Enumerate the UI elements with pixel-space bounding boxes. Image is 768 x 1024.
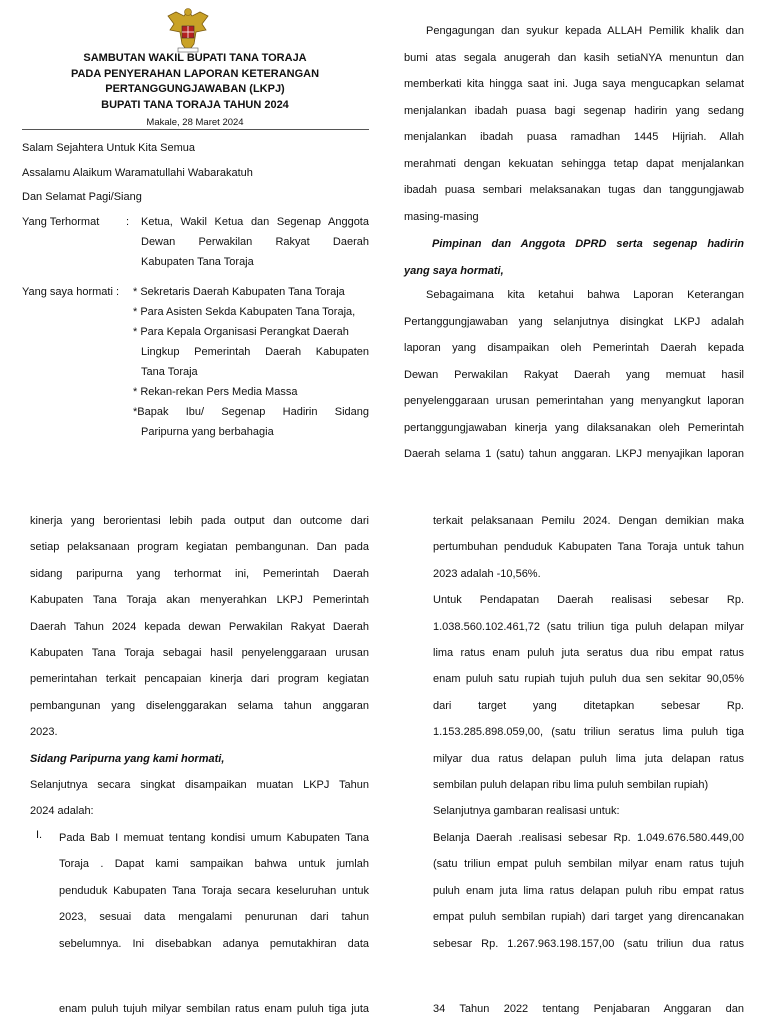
paragraph-line: sembilan puluh delapan ribu lima puluh sembilan rupiah): [433, 779, 709, 792]
list-item-line: Pada Bab I memuat tentang kondisi umum Kabupaten Tana: [59, 832, 369, 844]
paragraph-line: pemerintahan terkait pencapaian kinerja dari program kegiatan: [30, 673, 369, 686]
paragraph-line: masing-masing: [404, 210, 479, 223]
page2-right-paragraph: [433, 508, 744, 957]
paragraph-line: merahmati dengan kekuatan sehingga tetap dapat menjalankan: [404, 157, 744, 170]
paragraph-line: ibadah puasa sembari melaksanakan tugas dan tanggungjawab: [404, 184, 744, 196]
hormati-line: * Para Kepala Organisasi Perangkat Daerah: [133, 326, 349, 338]
hormati-line: * Rekan-rekan Pers Media Massa: [133, 386, 298, 398]
paragraph-line: Pengagungan dan syukur kepada ALLAH Pemilik khalik dan: [426, 25, 744, 37]
paragraph-line: empat puluh sembilan rupiah) dari target yang direncanakan: [433, 911, 744, 924]
paragraph-line: Selanjutnya gambaran realisasi untuk:: [433, 805, 620, 818]
paragraph-line: 1.038.560.102.461,72 (satu triliun tiga puluh delapan milyar: [433, 620, 744, 633]
paragraph-line: terkait pelaksanaan Pemilu 2024. Dengan demikian maka: [433, 515, 744, 527]
terhormat-line: Dewan Perwakilan Rakyat Daerah: [141, 236, 369, 248]
opening-paragraph: [404, 18, 744, 230]
paragraph-line: Selanjutnya secara singkat disampaikan muatan LKPJ Tahun: [30, 779, 369, 792]
greeting-selamat: Dan Selamat Pagi/Siang: [22, 191, 142, 203]
paragraph-line: 2024 adalah:: [30, 805, 94, 818]
paragraph-line: Kabupaten Tana Toraja akan menyerahkan LKPJ Pemerintah: [30, 594, 369, 607]
title-line: SAMBUTAN WAKIL BUPATI TANA TORAJA: [83, 52, 307, 64]
paragraph-line: kinerja yang berorientasi lebih pada output dan outcome dari: [30, 515, 369, 527]
paragraph-line: (satu triliun empat puluh sembilan milyar enam ratus tujuh: [433, 858, 744, 871]
paragraph-line: setiap pelaksanaan program kegiatan pembangunan. Dan pada: [30, 541, 369, 554]
list-item-line: sebelumnya. Ini disebabkan adanya pemutakhiran data: [59, 937, 369, 950]
paragraph-line: pertumbuhan penduduk Kabupaten Tana Toraja untuk tahun: [433, 541, 744, 554]
paragraph-line: puluh enam juta lima ratus delapan puluh ribu empat ratus: [433, 884, 744, 897]
paragraph-line: menjalankan ibadah puasa bagi segenap hadirin yang sedang: [404, 104, 744, 117]
paragraph-line: milyar dua ratus delapan puluh lima juta delapan ratus: [433, 752, 744, 765]
greeting-salam: Salam Sejahtera Untuk Kita Semua: [22, 142, 196, 154]
paragraph-line: pembangunan yang diselenggarakan selama tahun anggaran: [30, 699, 369, 712]
paragraph-line: Untuk Pendapatan Daerah realisasi sebesar Rp.: [433, 594, 744, 607]
hormati-line: Tana Toraja: [141, 366, 198, 378]
paragraph-line: Belanja Daerah .realisasi sebesar Rp. 1.049.676.580.449,00: [433, 831, 744, 844]
hormati-line: Paripurna yang berbahagia: [141, 426, 274, 438]
paragraph-line: 2023.: [30, 726, 58, 739]
hormati-list: [133, 282, 369, 442]
paragraph-line: 2023 adalah -10,56%.: [433, 567, 541, 580]
list-item-line: 2023, sesuai data mengalami penurunan dari tahun: [59, 911, 369, 924]
hormati-line: * Sekretaris Daerah Kabupaten Tana Toraja: [133, 286, 345, 298]
terhormat-line: Kabupaten Tana Toraja: [141, 256, 254, 268]
paragraph-line: Pertanggungjawaban yang selanjutnya disingkat LKPJ adalah: [404, 315, 744, 328]
paragraph-line: laporan yang disampaikan oleh Pemerintah Daerah kepada: [404, 342, 744, 354]
paragraph-line: enam puluh satu rupiah tujuh puluh dua sen sekitar 90,05%: [433, 673, 744, 686]
paragraph-line: sebesar Rp. 1.267.963.198.157,00 (satu triliun dua ratus: [433, 937, 744, 950]
paragraph-line: 1.153.285.898.059,00, (satu triliun seratus lima puluh tiga: [433, 726, 744, 739]
hormati-line: * Para Asisten Sekda Kabupaten Tana Toraja,: [133, 306, 356, 318]
terhormat-colon: :: [126, 216, 130, 228]
paragraph-line: penyelenggaraan urusan pemerintahan yang menyangkut laporan: [404, 395, 744, 407]
page3-left-line: enam puluh tujuh milyar sembilan ratus enam puluh tiga juta: [59, 1003, 369, 1015]
document-date: Makale, 28 Maret 2024: [146, 117, 244, 128]
paragraph-line: Daerah selama 1 (satu) tahun anggaran. LKPJ menyajikan laporan: [404, 448, 744, 460]
page2-left-paragraph: [30, 508, 369, 825]
paragraph-line: bumi atas segala anugerah dan kasih setiaNYA menuntun dan: [404, 51, 744, 64]
paragraph-line: Kabupaten Tana Toraja sebagai hasil penyelenggaraan urusan: [30, 647, 369, 660]
header-divider: [22, 129, 369, 130]
section-heading: [404, 231, 744, 284]
lkpj-paragraph: [404, 282, 744, 468]
paragraph-line: Dewan Perwakilan Rakyat Daerah yang memuat hasil: [404, 368, 744, 381]
section-heading: Sidang Paripurna yang kami hormati,: [30, 752, 225, 765]
list-marker: I.: [36, 829, 43, 841]
hormati-line: *Bapak Ibu/ Segenap Hadirin Sidang: [133, 406, 369, 418]
list-item: [59, 825, 369, 957]
paragraph-line: Sebagaimana kita ketahui bahwa Laporan Keterangan: [426, 289, 744, 301]
paragraph-line: pertanggungjawaban kinerja yang dilaksanakan oleh Pemerintah: [404, 421, 744, 434]
greeting-assalamu: Assalamu Alaikum Waramatullahi Wabarakatuh: [22, 167, 253, 179]
title-line: PADA PENYERAHAN LAPORAN KETERANGAN: [70, 67, 320, 80]
title-line: BUPATI TANA TORAJA TAHUN 2024: [101, 98, 289, 111]
paragraph-line: Daerah Tahun 2024 kepada dewan Perwakilan Rakyat Daerah: [30, 620, 369, 633]
document-title: [40, 51, 350, 113]
list-item-line: Toraja . Dapat kami sampaikan bahwa untuk jumlah: [59, 858, 369, 871]
terhormat-line: Ketua, Wakil Ketua dan Segenap Anggota: [141, 216, 369, 228]
hormati-line: Lingkup Pemerintah Daerah Kabupaten: [141, 346, 369, 358]
paragraph-line: sidang paripurna yang terhormat ini, Pemerintah Daerah: [30, 567, 369, 580]
hormati-label: Yang saya hormati :: [22, 286, 120, 298]
paragraph-line: lima ratus enam puluh juta seratus dua ribu empat ratus: [433, 647, 744, 660]
terhormat-list: [141, 212, 369, 272]
paragraph-line: menjalankan ibadah puasa ramadhan 1445 Hijriah. Allah: [404, 131, 744, 143]
page3-right-line: 34 Tahun 2022 tentang Penjabaran Anggaran dan: [433, 1003, 744, 1015]
title-line: PERTANGGUNGJAWABAN (LKPJ): [105, 83, 285, 95]
paragraph-line: dari target yang ditetapkan sebesar Rp.: [433, 699, 744, 712]
heading-line: Pimpinan dan Anggota DPRD serta segenap hadirin: [432, 238, 744, 250]
garuda-emblem-icon: [162, 4, 214, 56]
terhormat-label: Yang Terhormat: [22, 216, 100, 228]
list-item-line: penduduk Kabupaten Tana Toraja secara keseluruhan untuk: [59, 884, 369, 897]
paragraph-line: memberkati kita hingga saat ini. Juga saya mengucapkan selamat: [404, 78, 744, 90]
heading-line: yang saya hormati,: [404, 264, 504, 277]
